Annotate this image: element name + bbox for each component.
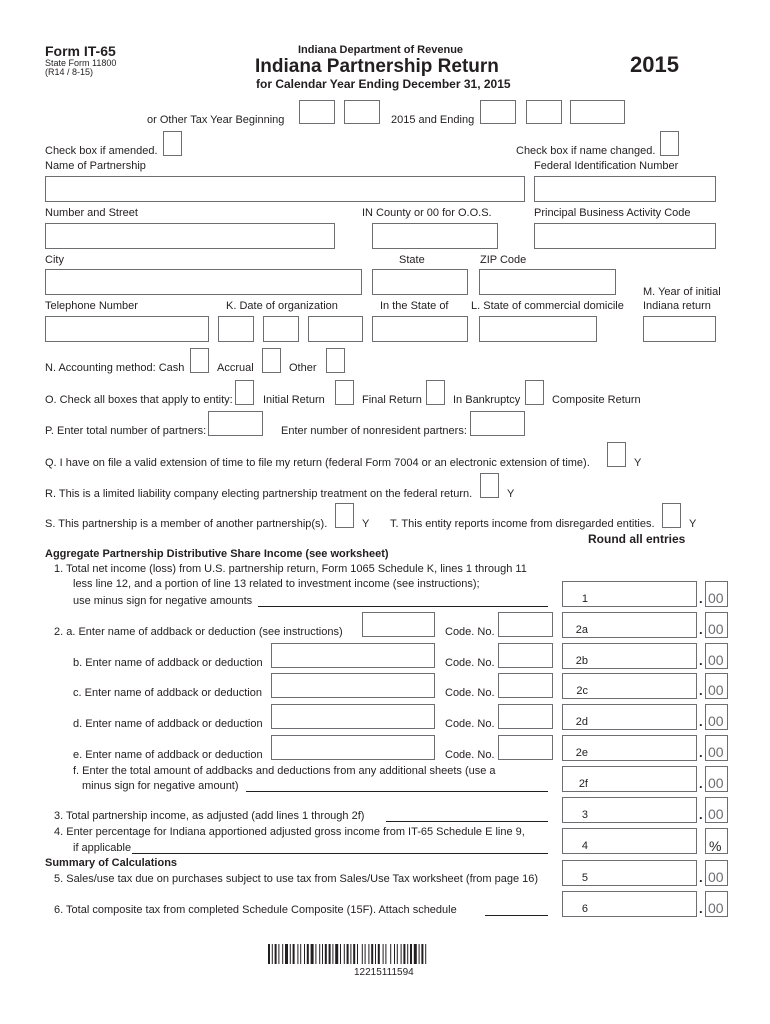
line5-decimal: . (699, 870, 703, 885)
line2e-cents: 00 (708, 744, 724, 760)
line2f-text-b: minus sign for negative amount) (82, 780, 239, 792)
llc-checkbox[interactable] (480, 473, 499, 498)
barcode-bar (421, 944, 423, 964)
line2b-text: b. Enter name of addback or deduction (73, 657, 263, 669)
calendar-year-line: for Calendar Year Ending December 31, 2015 (256, 77, 511, 91)
in-state-of-label: In the State of (380, 300, 449, 312)
department-name: Indiana Department of Revenue (298, 44, 464, 56)
and-ending-label: 2015 and Ending (391, 114, 475, 126)
percent-sign: % (709, 838, 722, 854)
indiana-return-label: Indiana return (643, 300, 711, 312)
barcode-bar (371, 944, 373, 964)
line2c-code-input[interactable] (498, 673, 553, 698)
extension-label: Q. I have on file a valid extension of time to file my return (federal Form 7004 or an electronic extension of time). (45, 457, 590, 469)
other-method-label: Other (289, 362, 317, 374)
barcode-bar (394, 944, 395, 964)
partnership-name-label: Name of Partnership (45, 160, 146, 172)
line3-leader (386, 821, 548, 822)
state-label: State (399, 254, 425, 266)
barcode-bar (297, 944, 298, 964)
line2a-cents: 00 (708, 621, 724, 637)
member-partnership-label: S. This partnership is a member of another partnership(s). (45, 518, 328, 530)
name-changed-checkbox[interactable] (660, 131, 679, 156)
total-partners-input[interactable] (208, 411, 263, 436)
disregarded-entities-label: T. This entity reports income from disregarded entities. (390, 518, 655, 530)
line2c-name-input[interactable] (271, 673, 435, 698)
barcode-bar (322, 944, 323, 964)
round-all-entries: Round all entries (588, 532, 686, 546)
line2e-code-input[interactable] (498, 735, 553, 760)
org-year-input[interactable] (308, 316, 363, 342)
line2f-decimal: . (699, 776, 703, 791)
city-label: City (45, 254, 64, 266)
cash-checkbox[interactable] (190, 348, 209, 373)
line3-number: 3 (581, 809, 588, 821)
line2d-cents: 00 (708, 713, 724, 729)
line2d-code-input[interactable] (498, 704, 553, 729)
member-partnership-checkbox[interactable] (335, 503, 354, 528)
line2e-decimal: . (699, 745, 703, 760)
fein-input[interactable] (534, 176, 716, 202)
street-input[interactable] (45, 223, 335, 249)
domicile-label: L. State of commercial domicile (471, 300, 624, 312)
end-year-input[interactable] (570, 100, 625, 124)
line2f-number: 2f (578, 778, 588, 790)
line1-text-a: 1. Total net income (loss) from U.S. partnership return, Form 1065 Schedule K, lines 1 through 11 (54, 563, 527, 575)
barcode-bar (401, 944, 402, 964)
year-initial-input[interactable] (643, 316, 716, 342)
barcode-bar (300, 944, 301, 964)
line2c-cents: 00 (708, 682, 724, 698)
barcode-bar (407, 944, 408, 964)
barcode-bar (385, 944, 386, 964)
barcode-bar (315, 944, 316, 964)
section-aggregate-title: Aggregate Partnership Distributive Share Income (see worksheet) (45, 548, 389, 560)
date-organization-label: K. Date of organization (226, 300, 338, 312)
llc-y-label: Y (507, 488, 515, 500)
line2c-text: c. Enter name of addback or deduction (73, 687, 262, 699)
line2b-cents: 00 (708, 652, 724, 668)
line2a-code-input[interactable] (498, 612, 553, 637)
barcode-bar (311, 944, 314, 964)
other-method-checkbox[interactable] (326, 348, 345, 373)
barcode-bar (383, 944, 384, 964)
barcode-bar (272, 944, 273, 964)
barcode-bar (362, 944, 363, 964)
line2b-code-input[interactable] (498, 643, 553, 668)
barcode-bar (329, 944, 331, 964)
barcode-bar (375, 944, 376, 964)
section-summary-title: Summary of Calculations (45, 857, 178, 869)
line2a-text: 2. a. Enter name of addback or deduction (see instructions) (54, 626, 343, 638)
tax-year: 2015 (630, 52, 679, 77)
line2a-name-input[interactable] (362, 612, 435, 637)
line2b-number: 2b (575, 655, 588, 667)
barcode-bar (403, 944, 405, 964)
barcode-bar (278, 944, 279, 964)
org-month-input[interactable] (218, 316, 254, 342)
barcode-bar (325, 944, 327, 964)
final-return-label: Final Return (362, 394, 422, 406)
form-revision: (R14 / 8-15) (45, 67, 94, 77)
entity-boxes-label: O. Check all boxes that apply to entity: (45, 394, 233, 406)
line2d-decimal: . (699, 714, 703, 729)
line4-number: 4 (581, 840, 588, 852)
line2e-name-input[interactable] (271, 735, 435, 760)
line2d-text: d. Enter name of addback or deduction (73, 718, 263, 730)
line1-text-c: use minus sign for negative amounts (73, 595, 253, 607)
barcode-bar (307, 944, 309, 964)
line6-cents: 00 (708, 900, 724, 916)
amended-checkbox[interactable] (163, 131, 182, 156)
line6-number: 6 (581, 903, 588, 915)
line1-decimal: . (699, 591, 703, 606)
line5-number: 5 (581, 872, 588, 884)
barcode-bar (350, 944, 351, 964)
line6-leader (485, 915, 548, 916)
line2d-number: 2d (575, 716, 588, 728)
final-return-checkbox[interactable] (335, 380, 354, 405)
line2b-decimal: . (699, 653, 703, 668)
fein-label: Federal Identification Number (534, 160, 679, 172)
barcode (268, 944, 506, 964)
barcode-bar (282, 944, 283, 964)
activity-code-input[interactable] (534, 223, 716, 249)
line2a-number: 2a (575, 624, 588, 636)
line2d-code-label: Code. No. (445, 718, 495, 730)
line6-decimal: . (699, 901, 703, 916)
line3-cents: 00 (708, 806, 724, 822)
domicile-input[interactable] (479, 316, 597, 342)
barcode-bar (268, 944, 270, 964)
member-partnership-y-label: Y (362, 518, 370, 530)
barcode-bar (425, 944, 426, 964)
barcode-bar (275, 944, 277, 964)
barcode-bar (290, 944, 291, 964)
barcode-bar (353, 944, 355, 964)
initial-return-checkbox[interactable] (235, 380, 254, 405)
nonresident-partners-input[interactable] (470, 411, 525, 436)
state-input[interactable] (372, 269, 468, 295)
state-form-number: State Form 11800 (45, 58, 117, 68)
end-day-input[interactable] (526, 100, 562, 124)
line5-cents: 00 (708, 869, 724, 885)
line1-cents: 00 (708, 590, 724, 606)
initial-return-label: Initial Return (263, 394, 325, 406)
barcode-bar (419, 944, 420, 964)
line1-leader (258, 606, 548, 607)
city-input[interactable] (45, 269, 362, 295)
barcode-bar (332, 944, 333, 964)
amended-label: Check box if amended. (45, 145, 158, 157)
line3-decimal: . (699, 807, 703, 822)
form-title: Indiana Partnership Return (255, 56, 499, 77)
barcode-bar (347, 944, 349, 964)
accrual-checkbox[interactable] (262, 348, 281, 373)
begin-month-input[interactable] (299, 100, 335, 124)
barcode-bar (344, 944, 345, 964)
line2e-text: e. Enter name of addback or deduction (73, 749, 263, 761)
line2a-decimal: . (699, 622, 703, 637)
county-label: IN County or 00 for O.O.S. (362, 207, 492, 219)
barcode-bar (390, 944, 391, 964)
line2b-code-label: Code. No. (445, 657, 495, 669)
partnership-name-input[interactable] (45, 176, 525, 202)
disregarded-entities-y-label: Y (689, 518, 697, 530)
in-state-of-input[interactable] (372, 316, 468, 342)
line5-text: 5. Sales/use tax due on purchases subject to use tax from Sales/Use Tax worksheet (from page 16) (54, 873, 539, 885)
line2c-number: 2c (576, 685, 588, 697)
line2a-code-label: Code. No. (445, 626, 495, 638)
barcode-bar (340, 944, 341, 964)
county-input[interactable] (372, 223, 498, 249)
total-partners-label: P. Enter total number of partners: (45, 425, 207, 437)
composite-return-checkbox[interactable] (525, 380, 544, 405)
line4-text-b: if applicable (73, 842, 132, 854)
barcode-number: 12215111594 (354, 967, 414, 978)
bankruptcy-label: In Bankruptcy (453, 394, 521, 406)
composite-return-label: Composite Return (552, 394, 641, 406)
name-changed-label: Check box if name changed. (516, 145, 656, 157)
bankruptcy-checkbox[interactable] (426, 380, 445, 405)
telephone-label: Telephone Number (45, 300, 138, 312)
line2d-name-input[interactable] (271, 704, 435, 729)
line1-text-b: less line 12, and a portion of line 13 related to investment income (see instructions); (73, 578, 480, 590)
barcode-bar (293, 944, 295, 964)
nonresident-partners-label: Enter number of nonresident partners: (281, 425, 467, 437)
extension-checkbox[interactable] (607, 442, 626, 467)
barcode-bar (285, 944, 288, 964)
begin-day-input[interactable] (344, 100, 380, 124)
line1-number: 1 (581, 593, 588, 605)
line2c-code-label: Code. No. (445, 687, 495, 699)
barcode-bar (357, 944, 358, 964)
zip-input[interactable] (479, 269, 616, 295)
line4-leader (132, 853, 548, 854)
telephone-input[interactable] (45, 316, 209, 342)
street-label: Number and Street (45, 207, 138, 219)
accrual-label: Accrual (217, 362, 254, 374)
zip-label: ZIP Code (480, 254, 527, 266)
barcode-bar (414, 944, 417, 964)
activity-code-label: Principal Business Activity Code (534, 207, 691, 219)
year-initial-label: M. Year of initial (643, 286, 721, 298)
barcode-bar (397, 944, 398, 964)
barcode-bar (410, 944, 412, 964)
line2f-leader (246, 791, 548, 792)
barcode-bar (368, 944, 369, 964)
line2e-code-label: Code. No. (445, 749, 495, 761)
org-day-input[interactable] (263, 316, 299, 342)
line3-text: 3. Total partnership income, as adjusted (add lines 1 through 2f) (54, 810, 365, 822)
line2e-number: 2e (575, 747, 588, 759)
disregarded-entities-checkbox[interactable] (662, 503, 681, 528)
line6-text: 6. Total composite tax from completed Schedule Composite (15F). Attach schedule (54, 904, 457, 916)
line2c-decimal: . (699, 683, 703, 698)
end-month-input[interactable] (480, 100, 516, 124)
barcode-bar (335, 944, 338, 964)
barcode-bar (304, 944, 305, 964)
barcode-bar (365, 944, 366, 964)
barcode-bar (378, 944, 380, 964)
line2f-text-a: f. Enter the total amount of addbacks and deductions from any additional sheets (use a (73, 765, 496, 777)
extension-y-label: Y (634, 457, 642, 469)
line2f-cents: 00 (708, 775, 724, 791)
form-id: Form IT-65 (45, 43, 116, 59)
barcode-bar (319, 944, 320, 964)
other-tax-year-label: or Other Tax Year Beginning (147, 114, 285, 126)
line2b-name-input[interactable] (271, 643, 435, 668)
llc-label: R. This is a limited liability company electing partnership treatment on the federal return. (45, 488, 473, 500)
accounting-method-label: N. Accounting method: Cash (45, 362, 185, 374)
line4-text-a: 4. Enter percentage for Indiana apportioned adjusted gross income from IT-65 Schedule E line 9, (54, 826, 525, 838)
